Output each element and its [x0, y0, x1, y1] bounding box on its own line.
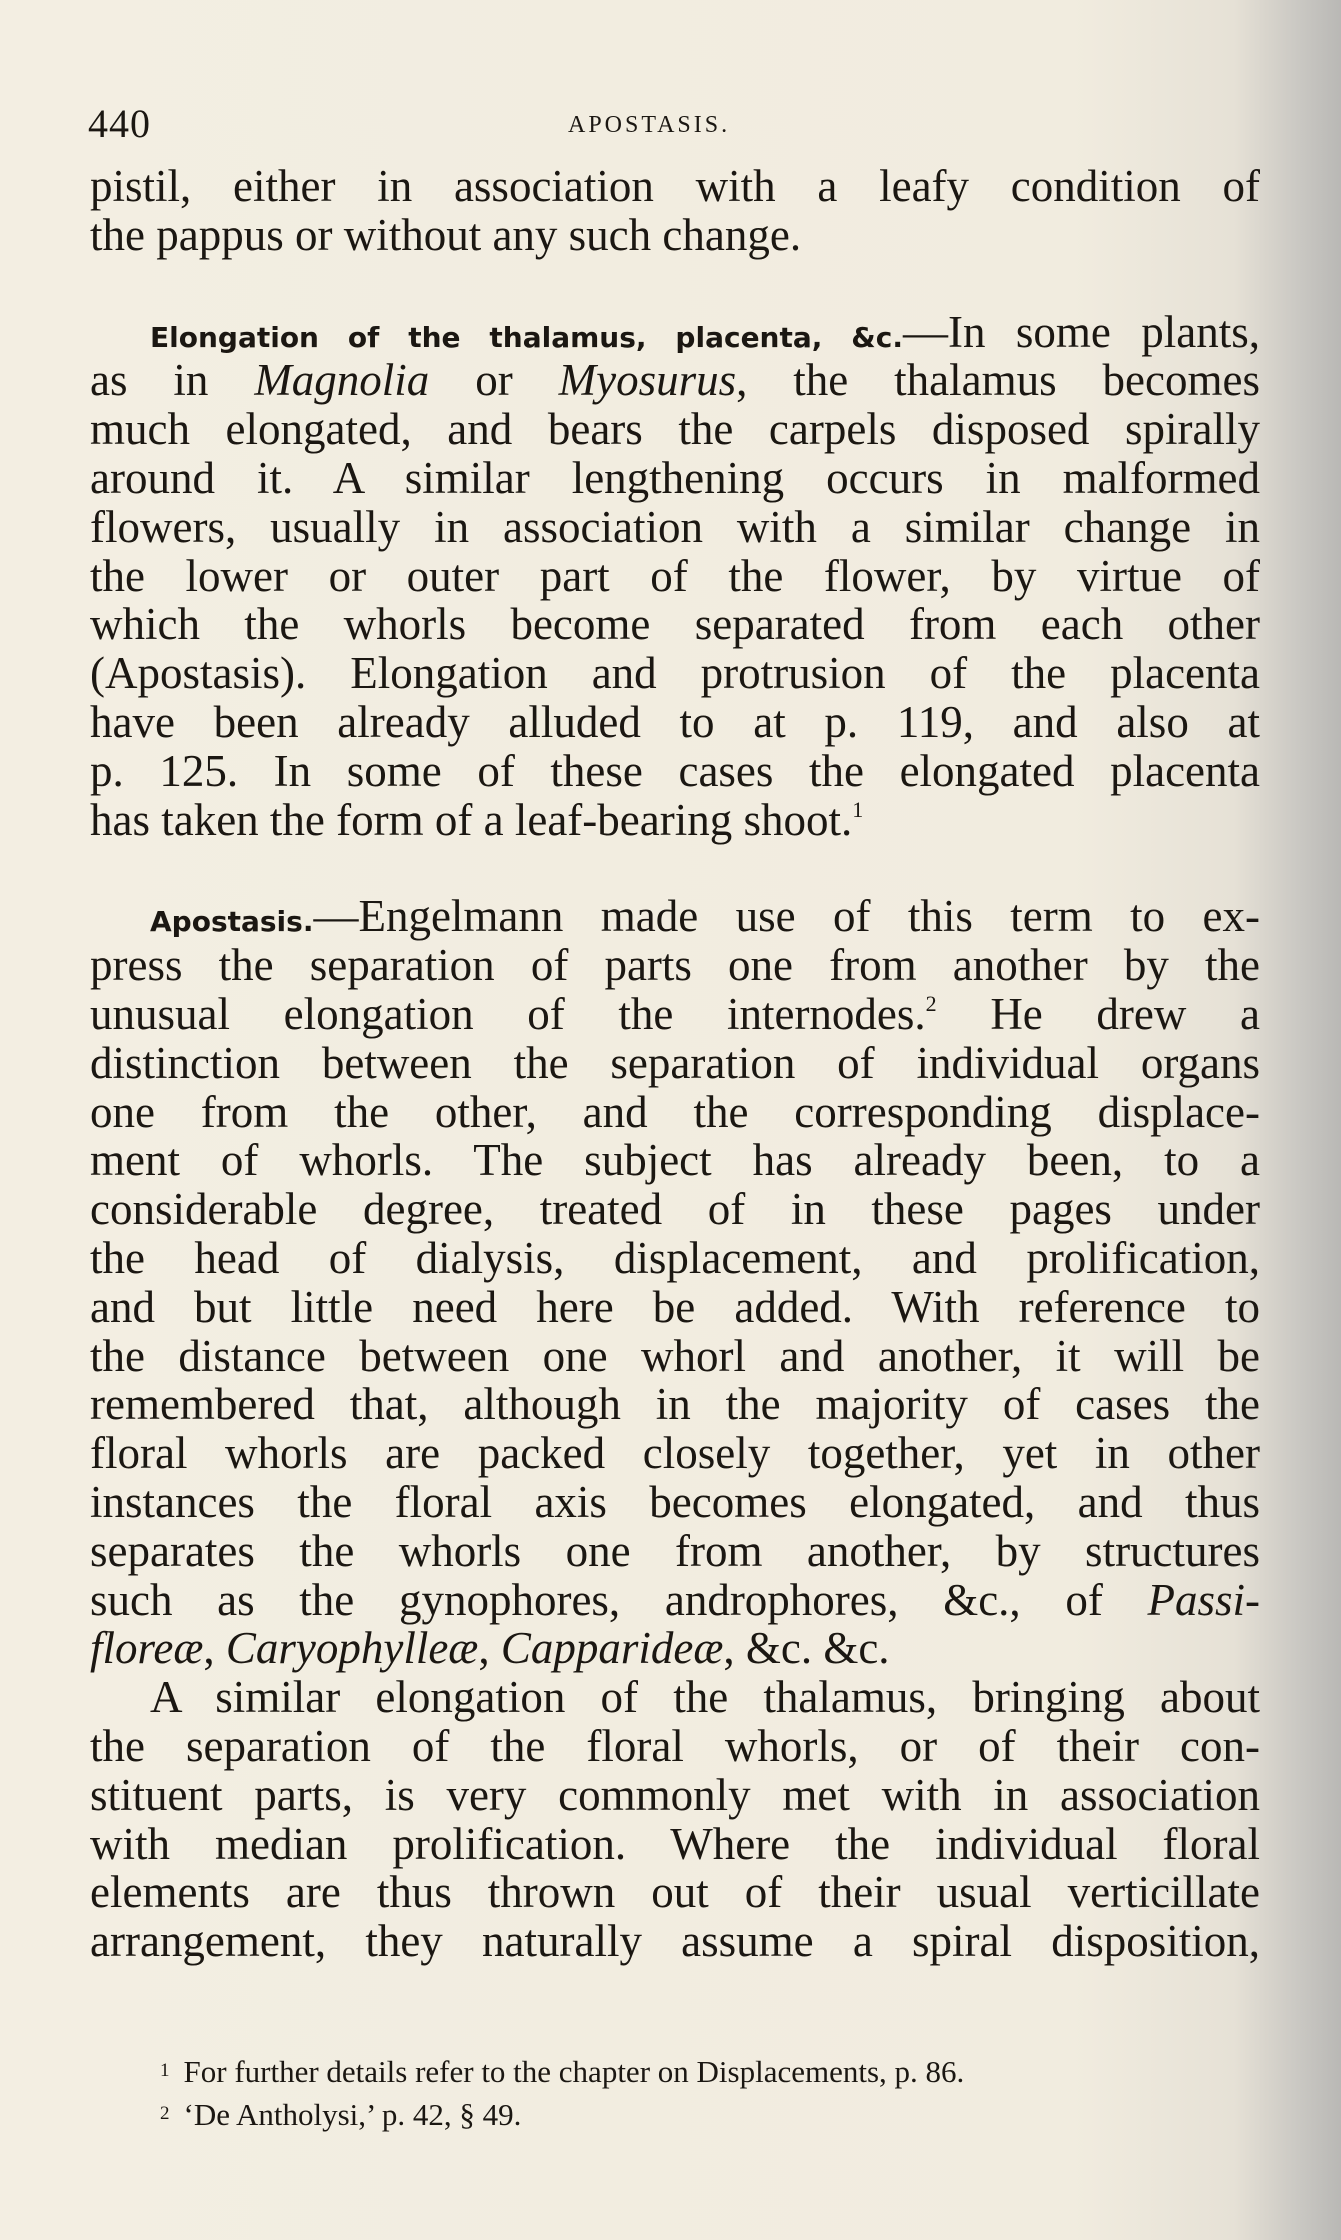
footnote: 1 For further details refer to the chapter on Displacements, p. 86. [160, 2054, 965, 2089]
text-line: distinction between the separation of individual organs [90, 1037, 1260, 1088]
text-line: around it. A similar lengthening occurs in malformed [90, 452, 1260, 503]
text-line: has taken the form of a leaf-bearing shoot.$^1$ [90, 794, 864, 845]
text-line: separates the whorls one from another, by structures [90, 1525, 1260, 1576]
text-line: the lower or outer part of the flower, by virtue of [90, 550, 1260, 601]
text-line: A similar elongation of the thalamus, bringing about [150, 1672, 1260, 1723]
section-heading-apostasis: Apostasis. [150, 905, 314, 939]
text-line: (Apostasis). Elongation and protrusion of the placenta [90, 648, 1260, 699]
text-line: have been already alluded to at p. 119, and also at [90, 696, 1260, 747]
running-head: APOSTASIS. [568, 112, 731, 138]
text-line: the pappus or without any such change. [90, 209, 802, 260]
text-line: ment of whorls. The subject has already been, to a [90, 1135, 1260, 1186]
footnotes [160, 2050, 1240, 2136]
body-text [90, 162, 1260, 1966]
text-line: floral whorls are packed closely together, yet in other [90, 1428, 1260, 1479]
page-header [88, 100, 1248, 150]
text-line: as in Magnolia or Myosurus, the thalamus becomes [90, 355, 1260, 406]
text-line: unusual elongation of the internodes.$^2$ He drew a [90, 988, 1260, 1039]
text-line: flowers, usually in association with a similar change in [90, 501, 1260, 552]
text-line: pistil, either in association with a leafy condition of [90, 161, 1260, 211]
text-line: one from the other, and the corresponding displace- [90, 1086, 1260, 1137]
text-line: stituent parts, is very commonly met with in association [90, 1769, 1260, 1820]
text-line: remembered that, although in the majority of cases the [90, 1379, 1260, 1430]
text-line: much elongated, and bears the carpels disposed spirally [90, 404, 1260, 455]
text-line: instances the floral axis becomes elongated, and thus [90, 1476, 1260, 1527]
page-number: 440 [88, 101, 151, 146]
text-line: elements are thus thrown out of their usual verticillate [90, 1867, 1260, 1918]
footnote-mark: 2 [160, 2103, 170, 2124]
text-line: arrangement, they naturally assume a spiral disposition, [90, 1916, 1260, 1967]
footnote-mark: 1 [160, 2060, 170, 2081]
footnote-ref: 2 [925, 990, 937, 1016]
text-line: which the whorls become separated from each other [90, 599, 1260, 650]
text-line: the separation of the floral whorls, or of their con- [90, 1720, 1260, 1771]
text-line: the head of dialysis, displacement, and prolification, [90, 1232, 1260, 1283]
text-line: Apostasis.—Engelmann made use of this term to ex- [150, 891, 1260, 942]
text-line: the distance between one whorl and another, it will be [90, 1330, 1260, 1381]
text-line: press the separation of parts one from another by the [90, 940, 1260, 991]
footnote-ref: 1 [852, 796, 864, 822]
text-line: and but little need here be added. With reference to [90, 1281, 1260, 1332]
text-line: such as the gynophores, androphores, &c., of Passi- [90, 1574, 1260, 1625]
footnote: 2 ‘De Antholysi,’ p. 42, § 49. [160, 2097, 522, 2132]
text-line: with median prolification. Where the individual floral [90, 1818, 1260, 1869]
text-line: p. 125. In some of these cases the elongated placenta [90, 745, 1260, 796]
text-line: Elongation of the thalamus, placenta, &c.—In some plants, [150, 306, 1260, 357]
section-heading-elongation: Elongation of the thalamus, placenta, &c. [150, 320, 903, 354]
text-line: floreæ, Caryophylleæ, Capparideæ, &c. &c. [90, 1623, 890, 1674]
text-line: considerable degree, treated of in these pages under [90, 1184, 1260, 1235]
